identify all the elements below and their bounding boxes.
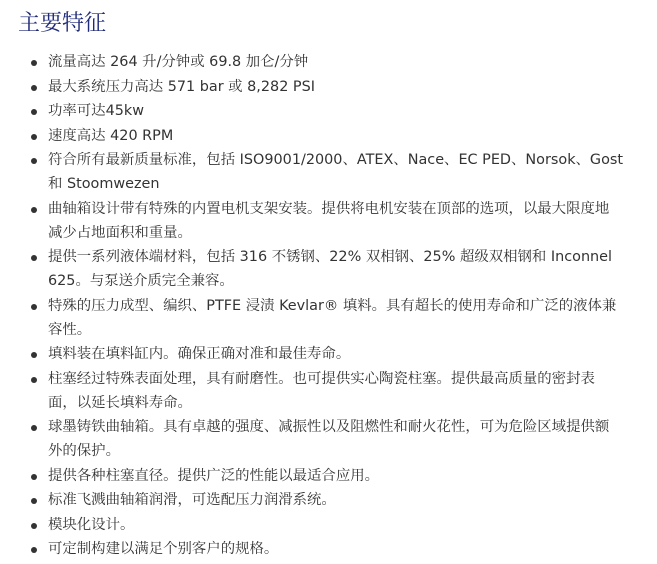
section-heading: 主要特征 (18, 11, 107, 36)
bullet-icon (31, 109, 37, 115)
bullet-icon (31, 523, 37, 529)
list-item (18, 75, 623, 99)
list-item (18, 488, 623, 512)
list-item-text: 曲轴箱设计带有特殊的内置电机支架安装。提供将电机安装在顶部的选项，以最大限度地减少占地面积和重量。 (48, 200, 610, 241)
bullet-icon (31, 85, 37, 91)
list-item-text: 最大系统压力高达 571 bar 或 8,282 PSI (48, 78, 315, 95)
list-item (18, 537, 623, 561)
bullet-icon (31, 207, 37, 213)
list-item-text: 流量高达 264 升/分钟或 69.8 加仑/分钟 (48, 54, 309, 70)
bullet-icon (31, 134, 37, 140)
feature-list (18, 50, 647, 561)
bullet-icon (31, 352, 37, 358)
list-item (18, 464, 623, 488)
list-item (18, 294, 623, 342)
bullet-icon (31, 377, 37, 383)
list-item-text: 符合所有最新质量标准，包括 ISO9001/2000、ATEX、Nace、EC PED、Norsok、Gost 和 Stoomwezen (48, 152, 624, 192)
list-item (18, 415, 623, 463)
list-item-text: 功率可达45kw (48, 103, 144, 119)
list-item-text: 模块化设计。 (48, 516, 135, 533)
list-item-text: 填料装在填料缸内。确保正确对准和最佳寿命。 (48, 346, 351, 362)
bullet-icon (31, 547, 37, 553)
bullet-icon (31, 474, 37, 480)
list-item (18, 513, 623, 537)
list-item-text: 速度高达 420 RPM (48, 127, 174, 144)
list-item-text: 可定制构建以满足个别客户的规格。 (48, 541, 279, 557)
bullet-icon (31, 60, 37, 66)
list-item (18, 367, 623, 415)
list-item-text: 提供一系列液体端材料，包括 316 不锈钢、22% 双相钢、25% 超级双相钢和 Inconnel 625。与泵送介质完全兼容。 (48, 249, 613, 289)
list-item-text: 提供各种柱塞直径。提供广泛的性能以最适合应用。 (48, 467, 379, 484)
list-item (18, 50, 623, 74)
list-item (18, 124, 623, 148)
list-item (18, 245, 623, 293)
list-item-text: 标准飞溅曲轴箱润滑，可选配压力润滑系统。 (48, 492, 336, 508)
list-item-text: 特殊的压力成型、编织、PTFE 浸渍 Kevlar® 填料。具有超长的使用寿命和广泛的液体兼容性。 (48, 297, 617, 338)
bullet-icon (31, 158, 37, 164)
bullet-icon (31, 498, 37, 504)
bullet-icon (31, 255, 37, 261)
bullet-icon (31, 425, 37, 431)
bullet-icon (31, 304, 37, 310)
list-item (18, 197, 623, 245)
list-item-text: 柱塞经过特殊表面处理，具有耐磨性。也可提供实心陶瓷柱塞。提供最高质量的密封表面，以延长填料寿命。 (48, 370, 595, 411)
list-item (18, 99, 623, 123)
list-item-text: 球墨铸铁曲轴箱。具有卓越的强度、减振性以及阻燃性和耐火花性，可为危险区域提供额外的保护。 (48, 419, 610, 459)
list-item (18, 342, 623, 366)
list-item (18, 148, 623, 196)
